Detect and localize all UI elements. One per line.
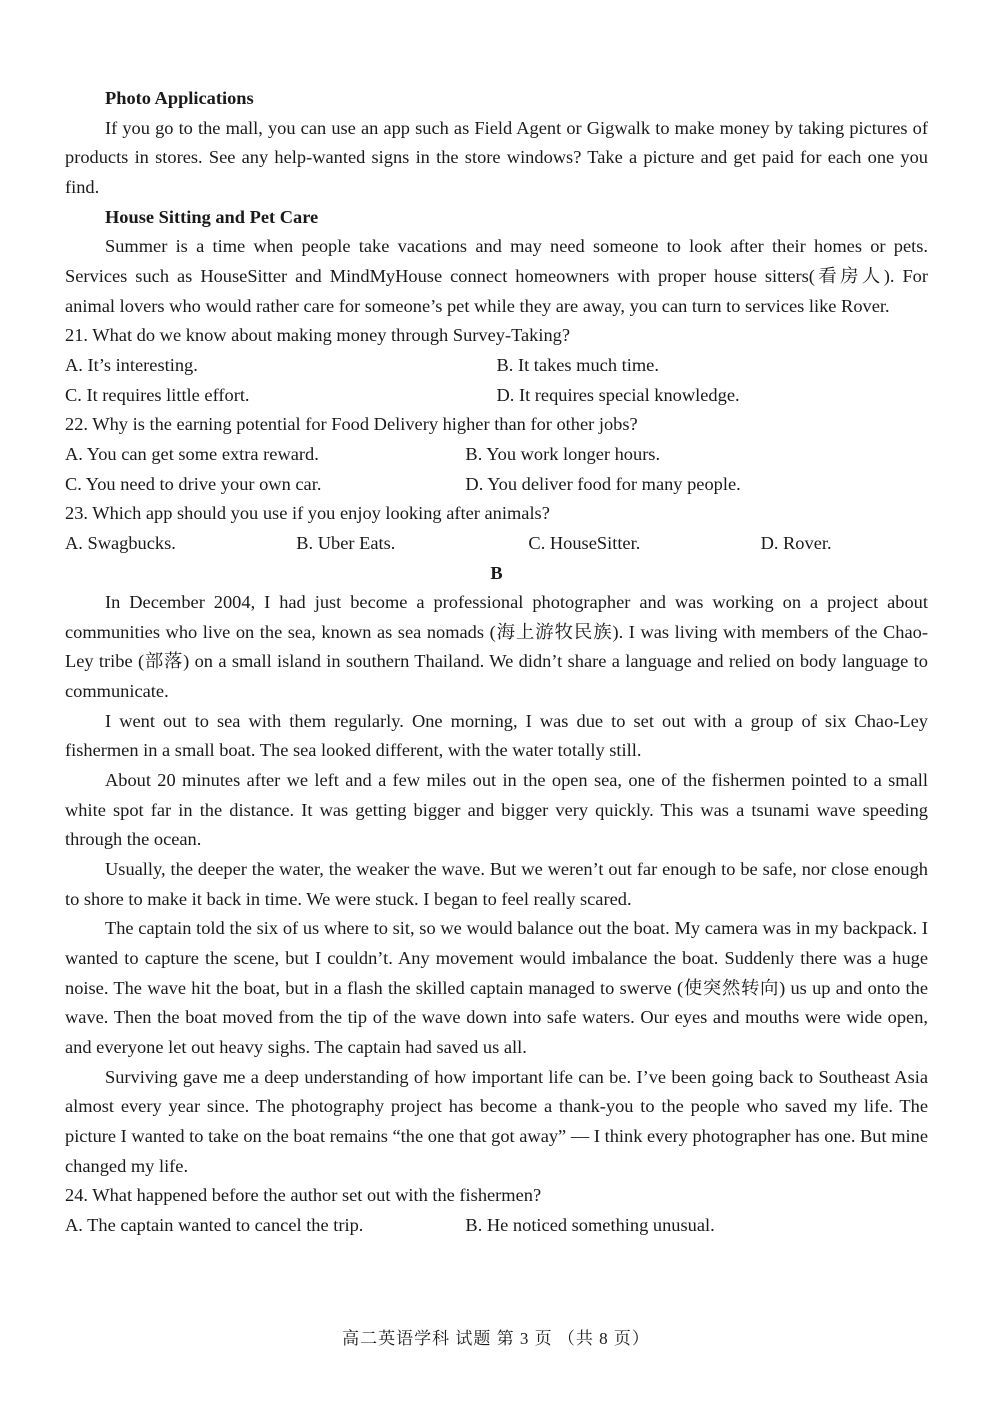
- section-heading-photo-applications: Photo Applications: [105, 88, 254, 108]
- option-22-b: B. You work longer hours.: [465, 443, 661, 464]
- option-23-b: B. Uber Eats.: [296, 532, 396, 553]
- option-24-a: A. The captain wanted to cancel the trip.: [65, 1214, 364, 1235]
- question-21: 21. What do we know about making money through Survey-Taking?: [65, 325, 571, 346]
- paragraph-b-2: I went out to sea with them regularly. One morning, I was due to set out with a group of six Chao-Ley fishermen in a small boat. The sea looked different, with the water totally still.: [65, 710, 928, 761]
- option-22-c: C. You need to drive your own car.: [65, 473, 322, 494]
- section-heading-house-sitting: House Sitting and Pet Care: [105, 206, 319, 227]
- option-23-d: D. Rover.: [760, 532, 832, 553]
- page-footer: 高二英语学科 试题 第 3 页 （共 8 页）: [342, 1329, 650, 1348]
- question-24: 24. What happened before the author set out with the fishermen?: [65, 1185, 542, 1206]
- paragraph-house-sitting: Summer is a time when people take vacations and may need someone to look after their homes or pets. Services such as HouseSitter and MindMyHouse connect homeowners with proper house sitters(看房人). For animal lovers who would rather care for someone’s pet while they are away, you can turn to services like Rover.: [65, 236, 928, 316]
- option-21-b: B. It takes much time.: [496, 354, 659, 375]
- paragraph-b-3: About 20 minutes after we left and a few miles out in the open sea, one of the fishermen pointed to a small white spot far in the distance. It was getting bigger and bigger very quickly. This was a tsunami wave speeding through the ocean.: [65, 770, 928, 850]
- options-row: [65, 470, 928, 500]
- options-row: [65, 529, 928, 559]
- option-24-b: B. He noticed something unusual.: [465, 1214, 715, 1235]
- paragraph-photo-applications: If you go to the mall, you can use an app such as Field Agent or Gigwalk to make money by taking pictures of products in stores. See any help-wanted signs in the store windows? Take a picture and get paid for each one you find.: [65, 117, 928, 197]
- option-23-a: A. Swagbucks.: [65, 532, 176, 553]
- option-21-c: C. It requires little effort.: [65, 384, 250, 405]
- passage-label-b: B: [490, 562, 503, 583]
- options-row: [65, 381, 928, 411]
- question-22: 22. Why is the earning potential for Food Delivery higher than for other jobs?: [65, 414, 638, 435]
- paragraph-b-5: The captain told the six of us where to sit, so we would balance out the boat. My camera was in my backpack. I wanted to capture the scene, but I couldn’t. Any movement would imbalance the boat. Suddenly there was a huge noise. The wave hit the boat, but in a flash the skilled captain managed to swerve (使突然转向) us up and onto the wave. Then the boat moved from the tip of the wave down into safe waters. Our eyes and mouths were wide open, and everyone let out heavy sighs. The captain had saved us all.: [65, 918, 928, 1057]
- option-21-a: A. It’s interesting.: [65, 354, 198, 375]
- options-row: [65, 440, 928, 470]
- options-row: [65, 1211, 928, 1241]
- option-22-d: D. You deliver food for many people.: [465, 473, 741, 494]
- paragraph-b-1: In December 2004, I had just become a professional photographer and was working on a project about communities who live on the sea, known as sea nomads (海上游牧民族). I was living with members of the Chao-Ley tribe (部落) on a small island in southern Thailand. We didn’t share a language and relied on body language to communicate.: [65, 592, 928, 702]
- exam-page: [65, 84, 928, 1241]
- paragraph-b-4: Usually, the deeper the water, the weaker the wave. But we weren’t out far enough to be safe, nor close enough to shore to make it back in time. We were stuck. I began to feel really scared.: [65, 859, 928, 909]
- option-22-a: A. You can get some extra reward.: [65, 443, 319, 464]
- option-23-c: C. HouseSitter.: [528, 532, 641, 553]
- paragraph-b-6: Surviving gave me a deep understanding of how important life can be. I’ve been going back to Southeast Asia almost every year since. The photography project has become a thank-you to the people who saved my life. The picture I wanted to take on the boat remains “the one that got away” — I think every photographer has one. But mine changed my life.: [65, 1066, 928, 1176]
- option-21-d: D. It requires special knowledge.: [496, 384, 740, 405]
- options-row: [65, 351, 928, 381]
- question-23: 23. Which app should you use if you enjoy looking after animals?: [65, 503, 550, 524]
